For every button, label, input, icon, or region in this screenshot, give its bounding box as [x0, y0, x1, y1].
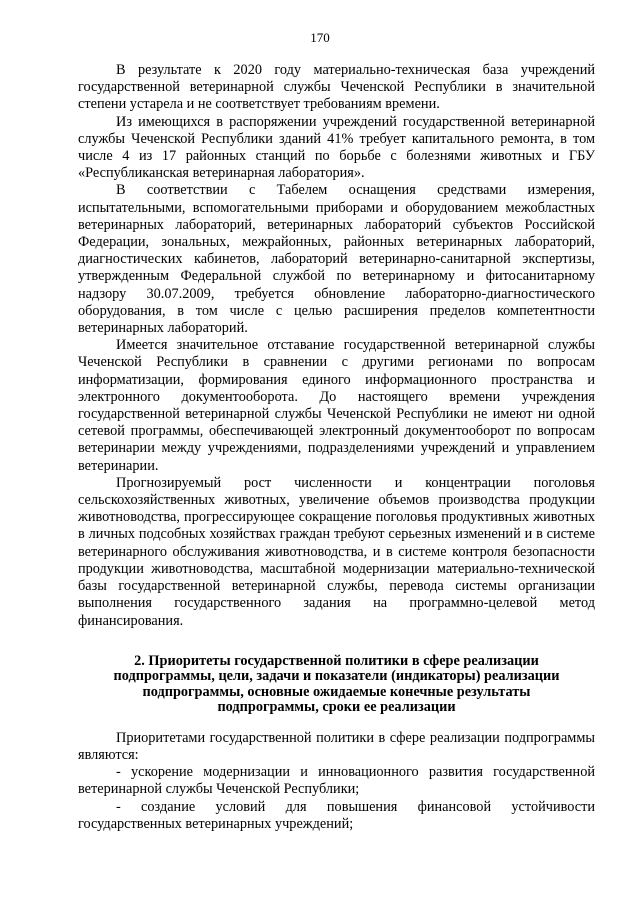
paragraph-lab-equipment: В соответствии с Табелем оснащения средствами измерения, испытательными, вспомогательными приборами и оборудованием межобластных ветеринарных лабораторий, ветеринарных лабораторий субъектов Российской Федерации, зональных, межрайонных, районных ветеринарных лабораторий, диагностических кабинетов, лабораторий ветеринарно-санитарной экспертизы, утвержденным Федеральной службой по ветеринарному и фитосанитарному надзору 30.07.2009, требуется обновление лабораторно-диагностического оборудования, в том числе с целью расширения пределов компетентности ветеринарных лабораторий. — [78, 182, 595, 337]
list-item-modernization: - ускорение модернизации и инновационного развития государственной ветеринарной службы Чеченской Республики; — [78, 764, 595, 798]
section-heading-line: подпрограммы, цели, задачи и показатели (индикаторы) реализации — [113, 668, 560, 685]
section-heading — [78, 654, 595, 716]
paragraph-priorities-intro: Приоритетами государственной политики в сфере реализации подпрограммы являются: — [78, 729, 595, 763]
paragraph-livestock-forecast: Прогнозируемый рост численности и концентрации поголовья сельскохозяйственных животных, увеличение объемов производства продукции животноводства, прогрессирующее сокращение поголовья продуктивных животных в личных подсобных хозяйствах граждан требуют серьезных изменений и в системе ветеринарного обслуживания животноводства, и в системе контроля безопасности продукции животноводства, масштабной модернизации материально-технической базы государственной ветеринарной службы, перевода системы организации выполнения государственного задания на программно-целевой метод финансирования. — [78, 474, 595, 629]
page-number: 170 — [310, 30, 330, 45]
paragraph-material-base: В результате к 2020 году материально-техническая база учреждений государственной ветеринарной службы Чеченской Республики в значительной степени устарела и не соответствует требованиям времени. — [78, 62, 595, 113]
paragraph-buildings-repair: Из имеющихся в распоряжении учреждений государственной ветеринарной службы Чеченской Республики зданий 41% требует капитального ремонта, в том числе 4 из 17 районных станций по борьбе с болезнями животных и ГБУ «Республиканская ветеринарная лаборатория». — [78, 113, 595, 182]
list-item-financial-stability: - создание условий для повышения финансовой устойчивости государственных ветеринарных учреждений; — [78, 798, 595, 832]
section-heading-line: подпрограммы, сроки ее реализации — [217, 699, 456, 716]
section-heading-line: 2. Приоритеты государственной политики в сфере реализации — [134, 652, 539, 669]
document-body — [78, 62, 595, 833]
section-heading-line: подпрограммы, основные ожидаемые конечные результаты — [142, 683, 531, 700]
paragraph-informatization: Имеется значительное отставание государственной ветеринарной службы Чеченской Республики в сравнении с другими регионами по вопросам информатизации, формирования единого информационного пространства и электронного документооборота. До настоящего времени учреждения государственной ветеринарной службы Чеченской Республики не имеют ни одной сетевой программы, обеспечивающей электронный документооборот по вопросам ветеринарии между учреждениями, подразделениями учреждений и управлением ветеринарии. — [78, 337, 595, 474]
